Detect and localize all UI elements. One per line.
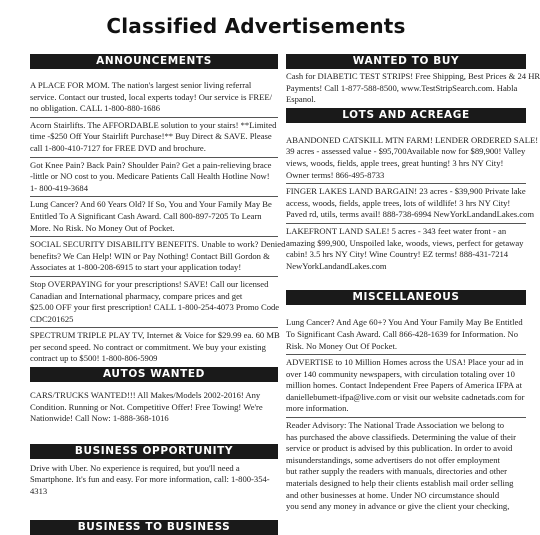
ad-text-line: A PLACE FOR MOM. The nation's largest senior living referral: [30, 80, 252, 90]
ad-text-line: cabin! 3.5 hrs NY City! Wine Country! EZ terms! 888-431-7214: [286, 249, 509, 260]
ad-text-line: To Significant Cash Award. Call 866-428-1639 for Information. No: [286, 328, 519, 339]
classified-ad: [30, 277, 278, 328]
left-column: [30, 54, 286, 535]
ad-text-line: LAKEFRONT LAND SALE! 5 acres - 343 feet water front - an: [286, 225, 507, 236]
ad-text-line: views, woods, fields, apple trees, great hunting! 3 hrs NY City!: [286, 157, 504, 168]
ad-text-line: -little or NO cost to you. Medicare Patients Call Health Hotline Now!: [30, 171, 270, 182]
section-header-business-to-business: BUSINESS TO BUSINESS: [30, 520, 278, 535]
classified-ad: [286, 355, 526, 418]
classified-ad: [286, 224, 526, 274]
ad-text-line: daniellebumett-ifpa@live.com or visit our website cadnetads.com for: [286, 391, 525, 402]
ad-text-line: Canadian and International pharmacy, compare prices and get: [30, 290, 243, 301]
ad-text-line: access, woods, fields, apple trees, lots of wildlife! 3 hrs NY City!: [286, 197, 511, 208]
ad-text-line: Condition. Running or Not. Competitive Offer! Free Towing! We're: [30, 401, 263, 412]
ad-text-line: Espanol.: [286, 94, 316, 105]
ad-text-line: Drive with Uber. No experience is required, but you'll need a: [30, 462, 240, 473]
ad-text-line: you send any money in advance or give the client your checking,: [286, 501, 510, 512]
ad-text-line: ABANDONED CATSKILL MTN FARM! LENDER ORDERED SALE!: [286, 134, 539, 145]
ad-text-line: Owner terms! 866-495-8733: [286, 169, 385, 180]
classified-ad: [30, 118, 278, 158]
ad-text-line: materials designed to help their clients establish mail order selling: [286, 478, 514, 489]
ad-text-line: Entitled To A Significant Cash Award. Call 800-897-7205 To Learn: [30, 210, 262, 221]
section-header-announcements: ANNOUNCEMENTS: [30, 54, 278, 69]
right-column: [286, 54, 540, 515]
classified-ad: [286, 418, 526, 515]
ad-text-line: 1- 800-419-3684: [30, 182, 88, 193]
ad-text-line: but rather supply the readers with manuals, directories and other: [286, 466, 507, 477]
ad-text-line: contract up to $500! 1-800-806-5909: [30, 353, 158, 364]
classified-ad: [30, 328, 278, 367]
ad-text-line: Got Knee Pain? Back Pain? Shoulder Pain? Get a pain-relieving brace: [30, 159, 272, 170]
section-header-miscellaneous: MISCELLANEOUS: [286, 290, 526, 305]
ad-text-line: $25.00 OFF your first prescription! CALL 1-800-254-4073 Promo Code: [30, 302, 280, 313]
page-title: Classified Advertisements: [106, 14, 406, 38]
classified-ad: [30, 461, 278, 500]
classified-ad: [30, 158, 278, 198]
section-header-business-opportunity: BUSINESS OPPORTUNITY: [30, 444, 278, 459]
classified-ad: [286, 315, 526, 355]
section-header-lots-and-acreage: LOTS AND ACREAGE: [286, 108, 526, 123]
ad-text-line: service. Contact our trusted, local experts today! Our service is FREE/: [30, 91, 272, 102]
classified-ad: [30, 388, 278, 427]
ad-text-line: SPECTRUM TRIPLE PLAY TV, Internet & Voice for $29.99 ea. 60 MB: [30, 330, 280, 341]
lots-and-acreage-list: [286, 123, 539, 275]
ad-text-line: Paved rd, utils, terms avail! 888-738-6994 NewYorkLandandLakes.com: [286, 209, 535, 220]
miscellaneous-list: [286, 305, 526, 515]
classified-ad: [286, 133, 539, 184]
business-opportunity-list: [30, 459, 278, 500]
ad-text-line: NewYorkLandandLakes.com: [286, 260, 387, 271]
ad-text-line: time -$250 Off Your Stairlift Purchase!** Buy Direct & SAVE. Please: [30, 131, 272, 142]
section-header-wanted-to-buy: WANTED TO BUY: [286, 54, 526, 69]
classified-ad: [30, 197, 278, 237]
ad-text-line: Lung Cancer? And Age 60+? You And Your Family May Be Entitled: [286, 317, 523, 328]
autos-wanted-list: [30, 382, 278, 427]
section-header-autos-wanted: AUTOS WANTED: [30, 367, 278, 382]
ad-text-line: Stop OVERPAYING for your prescriptions! SAVE! Call our licensed: [30, 278, 269, 289]
ad-text-line: CDC201625: [30, 313, 74, 324]
classified-ad: [286, 69, 540, 108]
ad-text-line: 39 acres - assessed value - $95,700Available now for $89,900! Valley: [286, 146, 526, 157]
ad-text-line: Associates at 1-800-208-6915 to start your application today!: [30, 262, 242, 273]
ad-text-line: has purchased the above classifieds. Determining the value of their: [286, 431, 517, 442]
ad-text-line: more information.: [286, 403, 349, 414]
ad-text-line: Smartphone. It's fun and easy. For more information, call: 1-800-354-: [30, 474, 270, 485]
ad-text-line: FINGER LAKES LAND BARGAIN! 23 acres - $39,900 Private lake: [286, 186, 526, 197]
ad-text-line: Payments! Call 1-877-588-8500, www.TestStripSearch.com. Habla: [286, 82, 518, 93]
ad-text-line: Risk. No Money Out Of Pocket.: [286, 340, 397, 351]
ad-text-line: Cash for DIABETIC TEST STRIPS! Free Shipping, Best Prices & 24 HR: [286, 71, 540, 81]
ad-text-line: call 1-800-410-7127 for FREE DVD and brochure.: [30, 142, 206, 153]
ad-text-line: amazing $99,900, Unspoiled lake, woods, views, perfect for getaway: [286, 237, 524, 248]
ad-text-line: 4313: [30, 486, 48, 497]
ad-text-line: Acorn Stairlifts. The AFFORDABLE solution to your stairs! **Limited: [30, 119, 277, 130]
ad-text-line: misunderstandings, some advertisers do not offer employment: [286, 454, 500, 465]
wanted-to-buy-list: [286, 69, 540, 108]
ad-text-line: Nationwide! Call Now: 1-888-368-1016: [30, 413, 169, 424]
ad-text-line: Lung Cancer? And 60 Years Old? If So, You and Your Family May Be: [30, 199, 272, 210]
ad-text-line: CARS/TRUCKS WANTED!!! All Makes/Models 2002-2016! Any: [30, 390, 261, 401]
ad-text-line: and other businesses at home. Under NO circumstance should: [286, 489, 500, 500]
classified-ad: [30, 237, 286, 277]
ad-text-line: no obligation. CALL 1-800-880-1686: [30, 103, 161, 114]
ad-text-line: per second speed. No contract or commitment. We buy your existing: [30, 341, 266, 352]
announcements-list: [30, 69, 286, 367]
ad-text-line: over 140 community newspapers, with circulation totaling over 10: [286, 368, 515, 379]
ad-text-line: service or product is advised by this publication. In order to avoid: [286, 443, 513, 454]
ad-text-line: SOCIAL SECURITY DISABILITY BENEFITS. Unable to work? Denied: [30, 239, 286, 250]
ad-text-line: More. No Risk. No Money Out of Pocket.: [30, 222, 175, 233]
ad-text-line: Reader Advisory: The National Trade Association we belong to: [286, 420, 504, 431]
ad-text-line: ADVERTISE to 10 Million Homes across the USA! Place your ad in: [286, 357, 524, 368]
classified-ad: [286, 184, 535, 224]
ad-text-line: benefits? We Can Help! WIN or Pay Nothing! Contact Bill Gordon &: [30, 250, 270, 261]
classified-ad: [30, 78, 278, 118]
ad-text-line: million homes. Contact Independent Free Papers of America IFPA at: [286, 380, 522, 391]
